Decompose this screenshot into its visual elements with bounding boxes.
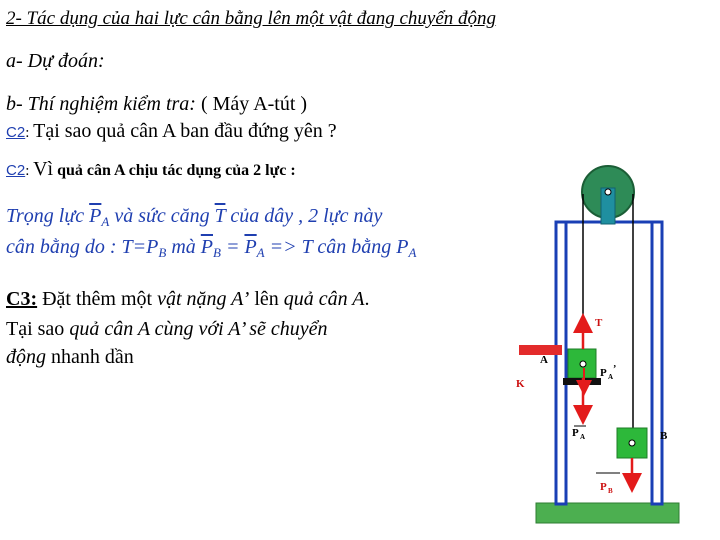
label-pa-sub: A: [580, 433, 586, 441]
frame-left-post: [556, 222, 566, 504]
c3-text-5: .: [364, 288, 370, 310]
c2-answer-colon: :: [25, 163, 34, 179]
c2-answer-text: quả cân A chịu tác dụng của 2 lực :: [53, 162, 296, 179]
c3-text-6: Tại sao: [6, 318, 70, 340]
vector-p: $\overline{P}$: [89, 205, 102, 227]
c3-text-7: quả cân A cùng với A’ sẽ chuyển: [69, 318, 328, 340]
c3-text-4: quả cân A: [283, 288, 365, 310]
c3-text-3: lên: [249, 288, 284, 310]
sub-b-1: B: [158, 244, 167, 260]
sub-b-2: B: [213, 244, 221, 260]
vector-pb: $\overline{P}$: [200, 236, 213, 258]
label-p-prime: P: [600, 367, 607, 379]
c2-question-tag: C2: [6, 124, 26, 141]
label-pb: P: [600, 481, 607, 493]
heading: 2- Tác dụng của hai lực cân bằng lên một vật đang chuyển động: [6, 8, 497, 29]
forces-text-7: => T cân bằng P: [264, 236, 409, 258]
c3-text-9: nhanh dần: [46, 346, 134, 368]
sub-a-1: A: [256, 244, 265, 260]
vector-t: $\overline{T}$: [214, 205, 226, 227]
forces-text-1: Trọng lực: [6, 205, 90, 227]
vector-pa: $\overline{P}$: [244, 236, 257, 258]
c3-text-1: Đặt thêm một: [37, 288, 158, 310]
forces-text-2: và sức căng: [109, 205, 215, 227]
label-pb-sub: B: [608, 487, 613, 495]
label-p-prime-mark: ’: [613, 364, 617, 375]
label-b: B: [660, 430, 668, 442]
forces-text-6: =: [220, 236, 245, 258]
vector-p-sub: A: [101, 213, 110, 229]
mass-b-hook: [629, 440, 635, 446]
section-b-device: ( Máy A-tút ): [195, 93, 308, 115]
c3-text-2: vật nặng A’: [157, 288, 250, 310]
base-plate: [536, 503, 679, 523]
section-b-label: b- Thí nghiệm kiểm tra:: [6, 93, 196, 115]
label-p-prime-sub: A: [608, 373, 614, 381]
c2-answer-tag: C2: [6, 162, 26, 179]
pulley-axle: [605, 189, 611, 195]
section-a-label: a- Dự đoán:: [6, 50, 105, 72]
frame-right-post: [652, 222, 662, 504]
c2-question-colon: :: [25, 125, 34, 141]
c3-text-8: động: [6, 346, 46, 368]
c2-question-text: Tại sao quả cân A ban đầu đứng yên ?: [33, 120, 337, 142]
label-k: K: [516, 378, 525, 390]
forces-text-5: mà: [166, 236, 201, 258]
label-pa: P: [572, 427, 579, 439]
c3-tag: C3:: [6, 288, 38, 310]
label-t: T: [595, 317, 603, 329]
forces-text-3: của dây , 2 lực này: [225, 205, 383, 227]
mass-a-hook: [580, 361, 586, 367]
c2-answer-lead: Vì: [33, 158, 54, 180]
label-a: A: [540, 354, 548, 366]
forces-text-4: cân bằng do : T=P: [6, 236, 159, 258]
sub-a-2: A: [408, 244, 417, 260]
